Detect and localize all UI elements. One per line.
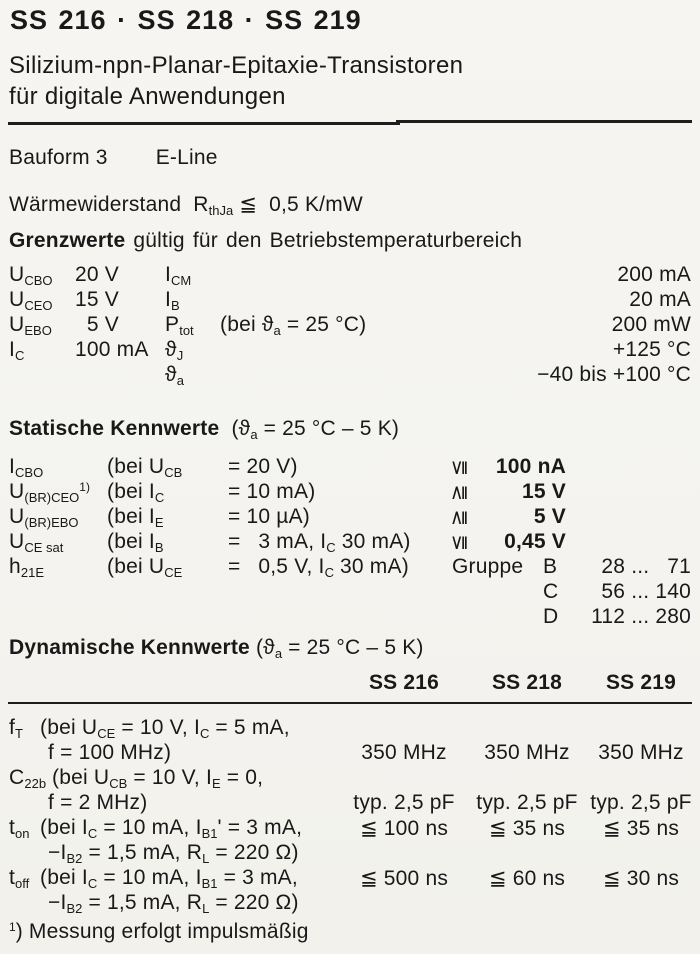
gruppe-letter: B bbox=[543, 555, 558, 578]
table-row bbox=[9, 505, 700, 530]
value-ss218: ≦ 35 ns bbox=[488, 817, 566, 840]
grenzwerte-heading bbox=[9, 229, 522, 253]
param-symbol: $U_{EBO}$ bbox=[9, 313, 52, 338]
gruppe-letter: D bbox=[543, 605, 559, 628]
table-row bbox=[9, 580, 700, 605]
param-symbol: $U_{CE sat}$ bbox=[9, 530, 64, 555]
test-condition: (bei $ϑ_a = 25$ °C) bbox=[220, 313, 367, 338]
param-value: −40 bis +100 °C bbox=[537, 363, 691, 386]
param-value: 100 nA bbox=[495, 455, 566, 478]
value-ss218: typ. 2,5 pF bbox=[476, 791, 578, 814]
param-value: 200 mW bbox=[611, 313, 691, 336]
subtitle-line-1: Silizium-npn-Planar-Epitaxie-Transistoren bbox=[9, 52, 464, 79]
test-condition-value: = 0,5 V, $I_C$ 30 mA) bbox=[228, 555, 409, 580]
divider-top-left bbox=[8, 122, 400, 125]
table-row bbox=[9, 263, 700, 288]
statik-heading-condition: ($ϑ_a = 25$ °C – 5 K) bbox=[219, 417, 400, 442]
less-equal-rotated-glyph: ≦ bbox=[447, 459, 470, 476]
test-condition: (bei $I_B$ bbox=[107, 530, 164, 555]
bauform-label: Bauform 3 bbox=[9, 146, 108, 169]
param-symbol: $U_{(BR)EBO}$ bbox=[9, 505, 79, 530]
test-condition: (bei $U_{CB}$ bbox=[107, 455, 183, 480]
divider-dynamik bbox=[8, 702, 692, 704]
table-row bbox=[9, 555, 700, 580]
param-symbol: $C_{22b}$ bbox=[9, 766, 47, 791]
gruppe-letter: C bbox=[543, 580, 559, 603]
test-condition: f = 100 MHz) bbox=[48, 741, 172, 764]
value-ss219: 350 MHz bbox=[598, 741, 684, 764]
param-symbol: $t_{off}$ bbox=[9, 866, 30, 891]
statik-heading bbox=[9, 417, 399, 441]
test-condition: (bei $U_{CE}$ bbox=[107, 555, 183, 580]
table-row bbox=[9, 480, 700, 505]
column-header-ss219: SS 219 bbox=[605, 671, 677, 694]
test-condition: $-I_{B2} = 1,5$ mA, $R_L = 220$ Ω) bbox=[48, 841, 299, 866]
value-ss216: ≦ 500 ns bbox=[359, 867, 449, 890]
test-condition-value: = 3 mA, $I_C$ 30 mA) bbox=[228, 530, 411, 555]
param-symbol: $I_{CM}$ bbox=[165, 263, 192, 288]
value-ss216: ≦ 100 ns bbox=[359, 817, 449, 840]
param-value: 100 mA bbox=[75, 338, 149, 361]
table-row bbox=[9, 816, 700, 866]
test-condition-value: = 20 V) bbox=[228, 455, 298, 478]
param-symbol: $ϑ_J$ bbox=[165, 338, 184, 363]
param-value: 5 V bbox=[75, 313, 119, 336]
greater-equal-rotated-glyph: ≧ bbox=[447, 509, 470, 526]
thermal-resistance-line: Wärmewiderstand $R_{thJa}$ ≦ 0,5 K/mW bbox=[9, 193, 363, 218]
statik-heading-bold: Statische Kennwerte bbox=[9, 417, 220, 440]
param-symbol: $I_{CBO}$ bbox=[9, 455, 44, 480]
param-symbol: $I_C$ bbox=[9, 338, 25, 363]
value-ss219: ≦ 35 ns bbox=[602, 817, 680, 840]
table-row bbox=[9, 288, 700, 313]
param-symbol: $U_{CEO}$ bbox=[9, 288, 53, 313]
gruppe-label: Gruppe bbox=[452, 555, 524, 578]
param-value: 200 mA bbox=[617, 263, 691, 286]
table-row bbox=[9, 338, 700, 363]
table-row bbox=[9, 363, 700, 388]
grenzwerte-heading-rest: gültig für den Betriebstemperaturbereich bbox=[125, 229, 523, 252]
page-subtitle bbox=[9, 50, 463, 112]
test-condition: $-I_{B2} = 1,5$ mA, $R_L = 220$ Ω) bbox=[48, 891, 299, 916]
table-row bbox=[9, 766, 700, 816]
type-column-headers bbox=[9, 671, 700, 696]
grenzwerte-heading-bold: Grenzwerte bbox=[9, 229, 126, 252]
param-symbol: $P_{tot}$ bbox=[165, 313, 194, 338]
gain-range: 56 ... 140 bbox=[601, 580, 691, 603]
less-equal-rotated-glyph: ≦ bbox=[447, 534, 470, 551]
test-condition: (bei $U_{CB} = 10$ V, $I_E = 0$, bbox=[52, 766, 264, 791]
test-condition: (bei $I_E$ bbox=[107, 505, 164, 530]
param-value: 20 V bbox=[75, 263, 119, 286]
value-ss218: 350 MHz bbox=[484, 741, 570, 764]
value-ss216: 350 MHz bbox=[361, 741, 447, 764]
param-symbol: $f_T$ bbox=[9, 716, 23, 741]
column-header-ss216: SS 216 bbox=[368, 671, 440, 694]
divider-top-right bbox=[396, 120, 692, 123]
param-symbol: $t_{on}$ bbox=[9, 816, 30, 841]
table-row bbox=[9, 530, 700, 555]
test-condition-value: = 10 mA) bbox=[228, 480, 316, 503]
subtitle-line-2: für digitale Anwendungen bbox=[9, 83, 286, 110]
gain-range: 112 ... 280 bbox=[591, 605, 691, 628]
test-condition: (bei $I_C$ bbox=[107, 480, 165, 505]
dynamic-parameters-table bbox=[9, 716, 700, 916]
value-ss216: typ. 2,5 pF bbox=[353, 791, 455, 814]
greater-equal-rotated-glyph: ≧ bbox=[447, 484, 470, 501]
table-row bbox=[9, 605, 700, 630]
value-ss219: ≦ 30 ns bbox=[602, 867, 680, 890]
static-parameters-table bbox=[9, 455, 700, 630]
table-row bbox=[9, 313, 700, 338]
test-condition: (bei $I_C = 10$ mA, $I_{B1}' = 3$ mA, bbox=[40, 816, 303, 841]
page-title: SS 216 · SS 218 · SS 219 bbox=[10, 5, 362, 35]
table-row bbox=[9, 716, 700, 766]
param-value: +125 °C bbox=[612, 338, 691, 361]
limits-table bbox=[9, 263, 700, 388]
footnote: $^1$) Messung erfolgt impulsmäßig bbox=[9, 920, 309, 943]
test-condition: f = 2 MHz) bbox=[48, 791, 148, 814]
bauform-line bbox=[9, 146, 218, 170]
param-symbol: $U_{CBO}$ bbox=[9, 263, 53, 288]
param-symbol: $ϑ_a$ bbox=[165, 363, 184, 388]
test-condition: (bei $I_C = 10$ mA, $I_{B1} = 3$ mA, bbox=[40, 866, 298, 891]
param-value: 20 mA bbox=[629, 288, 691, 311]
value-ss219: typ. 2,5 pF bbox=[590, 791, 692, 814]
table-row bbox=[9, 866, 700, 916]
gain-range: 28 ... 71 bbox=[601, 555, 691, 578]
bauform-value: E-Line bbox=[155, 146, 218, 169]
param-symbol: $U_{(BR)CEO}^{1)}$ bbox=[9, 480, 90, 505]
dynamik-heading-bold: Dynamische Kennwerte bbox=[9, 636, 250, 659]
dynamik-heading-condition: ($ϑ_a = 25$ °C – 5 K) bbox=[249, 636, 424, 661]
param-value: 15 V bbox=[75, 288, 119, 311]
test-condition-value: = 10 µA) bbox=[228, 505, 310, 528]
param-value: 0,45 V bbox=[504, 530, 566, 553]
column-header-ss218: SS 218 bbox=[491, 671, 563, 694]
dynamik-heading bbox=[9, 636, 424, 660]
param-value: 15 V bbox=[522, 480, 566, 503]
value-ss218: ≦ 60 ns bbox=[488, 867, 566, 890]
param-symbol: $h_{21E}$ bbox=[9, 555, 45, 580]
table-row bbox=[9, 455, 700, 480]
param-symbol: $I_B$ bbox=[165, 288, 180, 313]
test-condition: (bei $U_{CE} = 10$ V, $I_C = 5$ mA, bbox=[40, 716, 290, 741]
param-value: 5 V bbox=[533, 505, 566, 528]
